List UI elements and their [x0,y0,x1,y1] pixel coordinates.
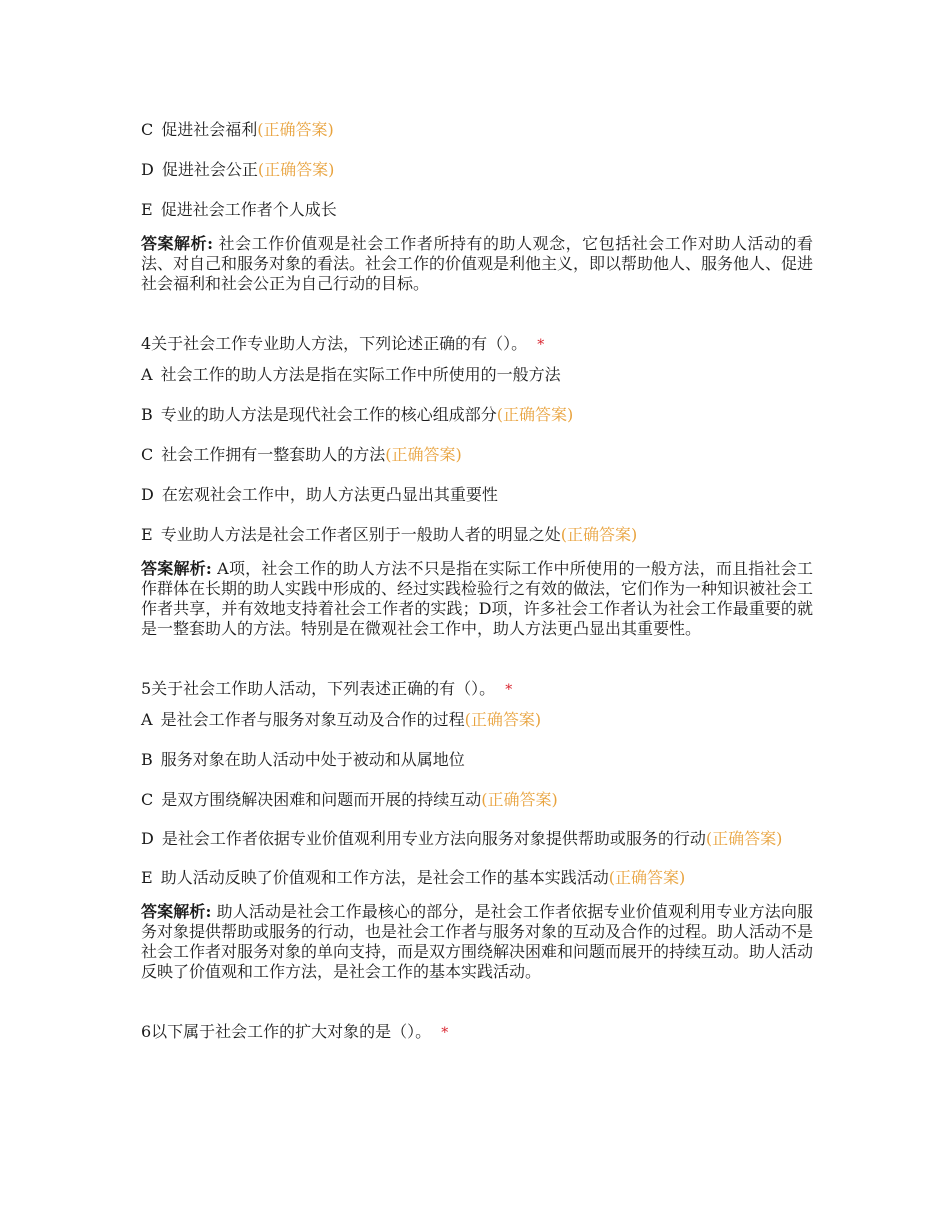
analysis-label: 答案解析: [141,234,214,253]
q3-analysis [141,234,813,294]
option-text: 服务对象在助人活动中处于被动和从属地位 [160,750,465,769]
required-mark: * [441,1025,449,1041]
option-text: 社会工作拥有一整套助人的方法 [161,445,386,464]
q4-option-d [141,483,813,507]
q5-analysis [141,902,813,982]
option-text: 促进社会工作者个人成长 [160,200,337,219]
q5-option-c [141,788,813,812]
option-letter: C [141,445,154,464]
option-letter: D [141,160,154,179]
option-letter: A [141,710,153,729]
option-letter: A [141,365,153,384]
q5-option-a [141,708,813,732]
option-letter: E [141,525,153,544]
correct-answer-tag: (正确答案) [705,829,783,848]
correct-answer-tag: (正确答案) [481,790,558,809]
option-text: 是社会工作者依据专业价值观利用专业方法向服务对象提供帮助或服务的行动 [161,829,706,848]
q4-option-e [141,523,813,547]
correct-answer-tag: (正确答案) [464,710,542,729]
option-letter: E [141,200,153,219]
correct-answer-tag: (正确答案) [385,445,462,464]
q5-option-e [141,866,813,890]
analysis-label: 答案解析: [141,559,212,578]
q5-option-b [141,748,813,772]
q4-option-a [141,363,813,387]
q4-title [141,332,813,357]
analysis-label: 答案解析: [141,902,212,921]
analysis-text: A项，社会工作的助人方法不只是指在实际工作中所使用的一般方法，而且指社会工作群体在长期的助人实践中形成的、经过实践检验行之有效的做法，它们作为一种知识被社会工作者共享，并有效地支持着社会工作者的实践；D项，许多社会工作者认为社会工作最重要的就是一整套助人的方法。特别是在微观社会工作中，助人方法更凸显出其重要性。 [141,559,814,638]
option-text: 是社会工作者与服务对象互动及合作的过程 [160,710,465,729]
q4-option-b [141,403,813,427]
q4-analysis [141,559,813,639]
option-letter: D [141,829,154,848]
q3-option-c [141,118,813,142]
option-letter: B [141,750,153,769]
correct-answer-tag: (正确答案) [257,160,335,179]
q5-option-d [141,828,813,850]
option-text: 促进社会公正 [161,160,258,179]
q3-option-e [141,198,813,222]
q5-title [141,677,813,702]
question-text: 4关于社会工作专业助人方法，下列论述正确的有（）。 [141,334,528,353]
option-text: 助人活动反映了价值观和工作方法，是社会工作的基本实践活动 [160,868,609,887]
correct-answer-tag: (正确答案) [257,120,334,139]
option-letter: D [141,485,154,504]
correct-answer-tag: (正确答案) [496,405,574,424]
option-text: 专业助人方法是社会工作者区别于一般助人者的明显之处 [160,525,561,544]
question-text: 5关于社会工作助人活动，下列表述正确的有（）。 [141,679,496,698]
q6-title [141,1020,813,1045]
correct-answer-tag: (正确答案) [608,868,686,887]
required-mark: * [505,682,513,698]
correct-answer-tag: (正确答案) [560,525,638,544]
q3-option-d [141,158,813,182]
document-page [141,118,813,1051]
option-letter: E [141,868,153,887]
analysis-text: 助人活动是社会工作最核心的部分，是社会工作者依据专业价值观利用专业方法向服务对象提供帮助或服务的行动，也是社会工作者与服务对象的互动及合作的过程。助人活动不是社会工作者对服务对象的单向支持，而是双方围绕解决困难和问题而展开的持续互动。助人活动反映了价值观和工作方法，是社会工作的基本实践活动。 [141,902,814,981]
q4-option-c [141,443,813,467]
option-letter: B [141,405,153,424]
analysis-text: 社会工作价值观是社会工作者所持有的助人观念，它包括社会工作对助人活动的看法、对自己和服务对象的看法。社会工作的价值观是利他主义，即以帮助他人、服务他人、促进社会福利和社会公正为自己行动的目标。 [141,234,814,293]
option-letter: C [141,790,154,809]
option-text: 社会工作的助人方法是指在实际工作中所使用的一般方法 [160,365,561,384]
option-text: 专业的助人方法是现代社会工作的核心组成部分 [160,405,497,424]
question-text: 6以下属于社会工作的扩大对象的是（）。 [141,1022,432,1041]
option-letter: C [141,120,154,139]
required-mark: * [537,337,545,353]
option-text: 促进社会福利 [161,120,258,139]
option-text: 在宏观社会工作中，助人方法更凸显出其重要性 [161,485,498,504]
option-text: 是双方围绕解决困难和问题而开展的持续互动 [161,790,482,809]
